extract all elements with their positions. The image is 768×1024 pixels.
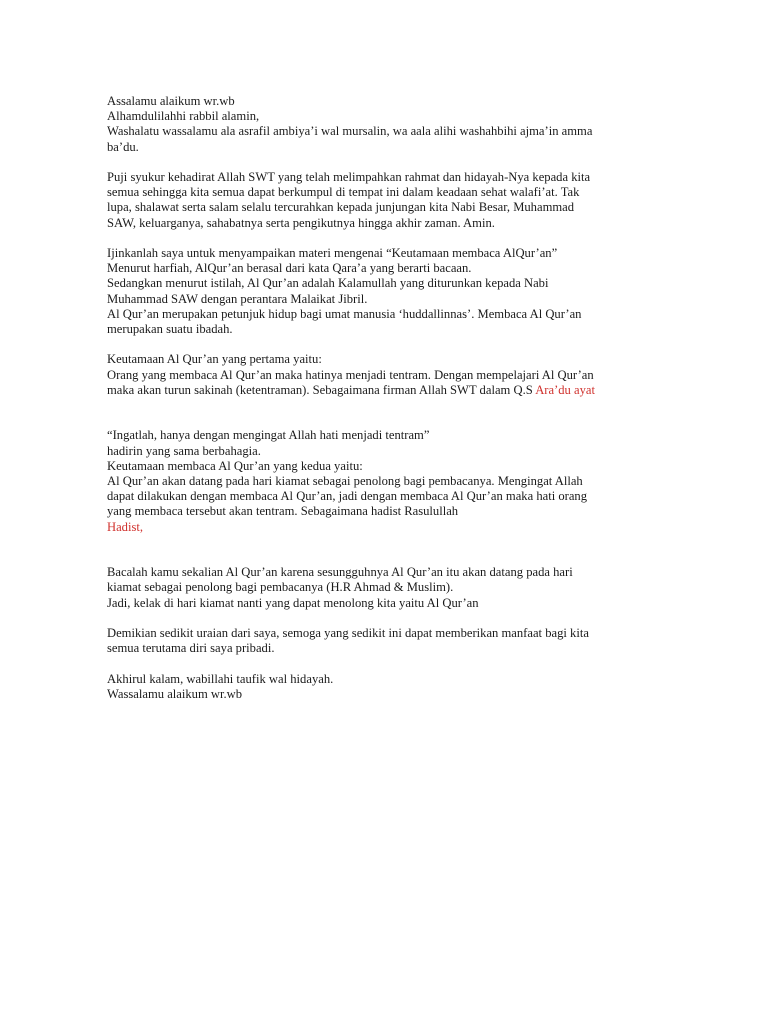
text-line: merupakan suatu ibadah. bbox=[107, 322, 233, 337]
text-line: Orang yang membaca Al Qur’an maka hatinya menjadi tentram. Dengan mempelajari Al Qur’an bbox=[107, 367, 594, 382]
paragraph-spacer bbox=[107, 337, 707, 352]
text-line: Muhammad SAW dengan perantara Malaikat Jibril. bbox=[107, 291, 368, 306]
text-line: Al Qur’an merupakan petunjuk hidup bagi umat manusia ‘huddallinnas’. Membaca Al Qur’an bbox=[107, 306, 582, 321]
text-line: kiamat sebagai penolong bagi pembacanya (H.R Ahmad & Muslim). bbox=[107, 580, 454, 595]
text-line: Akhirul kalam, wabillahi taufik wal hidayah. bbox=[107, 671, 334, 686]
text-line: semua terutama diri saya pribadi. bbox=[107, 641, 275, 656]
paragraph-spacer bbox=[107, 535, 707, 565]
paragraph-spacer bbox=[107, 398, 707, 428]
text-line: Jadi, kelak di hari kiamat nanti yang dapat menolong kita yaitu Al Qur’an bbox=[107, 595, 479, 610]
highlight-hadist-reference: Hadist, bbox=[107, 519, 144, 534]
text-line: ba’du. bbox=[107, 139, 139, 154]
paragraph-farewell bbox=[107, 672, 707, 702]
text-line: Menurut harfiah, AlQur’an berasal dari kata Qara’a yang berarti bacaan. bbox=[107, 261, 472, 276]
paragraph-first-virtue bbox=[107, 352, 707, 398]
text-line: semua sehingga kita semua dapat berkumpul di tempat ini dalam keadaan sehat walafi’at. Tak bbox=[107, 185, 580, 200]
text-line: Keutamaan Al Qur’an yang pertama yaitu: bbox=[107, 352, 322, 367]
text-line: Puji syukur kehadirat Allah SWT yang telah melimpahkan rahmat dan hidayah-Nya kepada kita bbox=[107, 170, 591, 184]
paragraph-greeting bbox=[107, 94, 707, 155]
document-body bbox=[107, 94, 707, 702]
text-line: Al Qur’an akan datang pada hari kiamat sebagai penolong bagi pembacanya. Mengingat Allah bbox=[107, 474, 583, 489]
text-line: Keutamaan membaca Al Qur’an yang kedua yaitu: bbox=[107, 458, 363, 473]
text-line: SAW, keluarganya, sahabatnya serta pengikutnya hingga akhir zaman. Amin. bbox=[107, 215, 495, 230]
paragraph-closing bbox=[107, 626, 707, 656]
paragraph-introduction bbox=[107, 246, 707, 337]
text-line: yang membaca tersebut akan tentram. Sebagaimana hadist Rasulullah bbox=[107, 504, 459, 519]
text-line: Alhamdulilahhi rabbil alamin, bbox=[107, 109, 260, 124]
text-line: “Ingatlah, hanya dengan mengingat Allah hati menjadi tentram” bbox=[107, 428, 430, 443]
text-line: Wassalamu alaikum wr.wb bbox=[107, 686, 243, 701]
text-line: Demikian sedikit uraian dari saya, semoga yang sedikit ini dapat memberikan manfaat bagi kita bbox=[107, 626, 589, 641]
text-line: dapat dilakukan dengan membaca Al Qur’an, jadi dengan membaca Al Qur’an maka hati orang bbox=[107, 489, 588, 504]
text-line: hadirin yang sama berbahagia. bbox=[107, 443, 261, 458]
paragraph-spacer bbox=[107, 155, 707, 170]
text-line: Ijinkanlah saya untuk menyampaikan materi mengenai “Keutamaan membaca AlQur’an” bbox=[107, 246, 558, 260]
paragraph-spacer bbox=[107, 231, 707, 246]
highlight-surah-reference: Ara’du ayat bbox=[535, 382, 595, 397]
paragraph-opening bbox=[107, 170, 707, 231]
paragraph-second-virtue bbox=[107, 428, 707, 534]
text-line: Sedangkan menurut istilah, Al Qur’an adalah Kalamullah yang diturunkan kepada Nabi bbox=[107, 276, 549, 291]
paragraph-hadith bbox=[107, 565, 707, 611]
text-line bbox=[107, 383, 707, 398]
text-segment: maka akan turun sakinah (ketentraman). Sebagaimana firman Allah SWT dalam Q.S bbox=[107, 382, 536, 397]
paragraph-spacer bbox=[107, 656, 707, 671]
text-line: Assalamu alaikum wr.wb bbox=[107, 94, 235, 108]
text-line: Washalatu wassalamu ala asrafil ambiya’i wal mursalin, wa aala alihi washahbihi ajma’in amma bbox=[107, 124, 593, 139]
text-line: lupa, shalawat serta salam selalu tercurahkan kepada junjungan kita Nabi Besar, Muhammad bbox=[107, 200, 575, 215]
paragraph-spacer bbox=[107, 611, 707, 626]
text-line: Bacalah kamu sekalian Al Qur’an karena sesungguhnya Al Qur’an itu akan datang pada hari bbox=[107, 565, 573, 580]
